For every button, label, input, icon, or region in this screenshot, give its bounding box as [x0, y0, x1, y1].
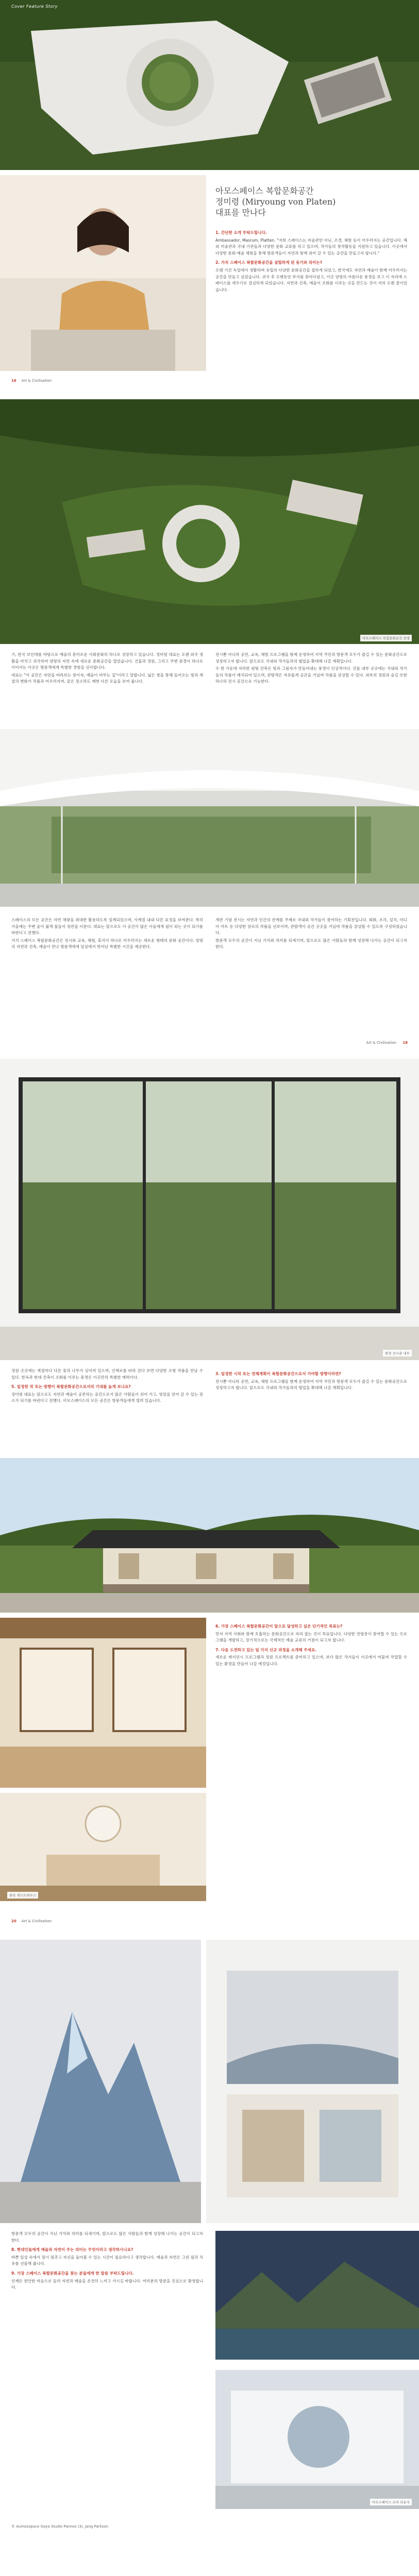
aerial-building-illustration	[0, 0, 419, 170]
body-paragraph-6: 방문객 모두의 공간이 지닌 가치와 의미를 되새기며, 앞으로도 많은 사람들과 함께 성장해 나가는 공간이 되고자 한다.	[215, 938, 407, 950]
portrait-illustration	[0, 175, 206, 371]
title-line-3: 대표를 만나다	[215, 208, 266, 217]
installation-photo	[215, 2370, 419, 2509]
answer-6: 먼저 지역 사회와 함께 호흡하는 문화공간으로 자리 잡는 것이 목표입니다. 다양한 연령층이 참여할 수 있는 프로그램을 개발하고, 장기적으로는 국제적인 예술 교류의 거점이 되고자 합니다.	[215, 1631, 407, 1643]
photo-credit: © Aumosopace Gaya Studio Pannes (3), Jang Parkson	[11, 2524, 109, 2529]
folio-publication-2: Art & Civilisation	[366, 1041, 397, 1045]
interior-photo-circle	[0, 729, 419, 907]
body-paragraph-5: 가치 스페이스 복합문화공간은 전시와 교육, 체험, 휴식이 하나로 어우러지는 새로운 형태의 문화 공간이다. 양평의 자연과 건축, 예술이 만나 방문객에게 일상에서 벗어난 특별한 시간을 제공한다.	[11, 938, 203, 950]
answer-1: Ambassador, Masrum, Platten. "저희 스페이스는 미술관만 아닌, 조경, 체험 등이 어우러지는 공간입니다. 해외 미술관과 국내 기관들과 다양한 문화 교류를 하고 있으며, 작가들의 창작활동을 지원하고 있습니다. 이곳에서 다양한 문화·예술 체험을 통해 방문객들이 자연과 함께 쉬어 갈 수 있는 공간을 만들고자 합니다."	[215, 238, 407, 256]
answer-3: 전시뿐 아니라 공연, 교육, 체험 프로그램을 함께 운영하여 지역 주민과 방문객 모두가 즐길 수 있는 문화공간으로 성장하고자 합니다. 앞으로도 국내외 작가들과의 협업을 확대해 나갈 계획입니다.	[215, 652, 407, 664]
question-2: 2. 가치 스페이스 복합문화공간을 설립하게 된 동기와 의미는?	[215, 260, 323, 265]
installation-illustration	[215, 2370, 419, 2509]
question-7: 7. 다음 도전하고 있는 일 가지 신규 과정을 소개해 주세요.	[215, 1647, 317, 1652]
title-line-1: 아모스페이스 복합문화공간	[215, 186, 314, 196]
body-paragraph-3: 수 한 가운데 자리한 원형 건축은 빛과 그림자가 만들어내는 풍경이 인상적이다. 건물 내부 곳곳에는 국내외 작가들의 작품이 배치되어 있으며, 관람객은 자유롭게 공간을 거닐며 작품을 감상할 수 있다. 외부의 정원과 숲길 또한 하나의 전시 공간으로 기능한다.	[215, 666, 407, 684]
answer-5: 정미령 대표는 앞으로도 자연과 예술이 공존하는 공간으로서 많은 사람들이 쉬어 가고, 영감을 얻어 갈 수 있는 장소가 되기를 바란다고 전했다. 아모스페이스의 모든 공간은 방문객들에게 열려 있습니다.	[11, 1392, 203, 1403]
landscape-artwork-illustration	[206, 1940, 419, 2223]
folio-publication-3: Art & Civilisation	[21, 1919, 52, 1923]
lounge-illustration	[0, 1793, 206, 1901]
title-line-2: 정미령 (Miryoung von Platen)	[215, 197, 336, 207]
question-6: 6. 가장 스페이스 복합문화공간이 앞으로 달성하고 싶은 단기적인 목표는?	[215, 1624, 343, 1629]
caption-2: 원형 전시관 내부	[383, 1350, 412, 1357]
answer-9: 언제든 편안한 마음으로 들러 자연과 예술을 온전히 느끼고 가시길 바랍니다. 여러분의 방문을 진심으로 환영합니다.	[11, 2278, 203, 2290]
folio-publication: Art & Civilisation	[21, 379, 52, 383]
section-header: Cover Feature Story	[11, 4, 58, 9]
body-paragraph-2: 대표는 "이 공간은 자연을 바라보는 창이자, 예술이 머무는 집"이라고 말합니다. 넓은 창을 통해 들어오는 빛과 계절의 변화가 작품과 어우러지며, 같은 장소라도 매번 다른 모습을 보여 줍니다.	[11, 672, 203, 684]
aerial-landscape-illustration	[0, 399, 419, 644]
body-column-left-3	[11, 1368, 203, 1405]
ice-sculpture-illustration	[0, 1940, 201, 2223]
folio-number: 16	[11, 379, 16, 383]
question-5: 5. 일정한 작 또는 방향이 복합문화공간으로서의 기대를 높게 보나요?	[11, 1384, 131, 1389]
question-3: 3. 일정한 시작 또는 전체계획이 복합문화공간으로서 가야할 방향이라면?	[215, 1371, 341, 1376]
body-column-left-1	[11, 652, 203, 686]
mountain-lake-illustration	[215, 2231, 419, 2360]
portrait-photo	[0, 175, 206, 371]
aerial-photo-top	[0, 0, 419, 170]
answer-4: 개관 기념 전시는 자연과 인간의 관계를 주제로 국내외 작가들이 참여하는 기획전입니다. 회화, 조각, 설치, 미디어 아트 등 다양한 장르의 작품을 선보이며, 관람객이 공간 곳곳을 거닐며 작품을 감상할 수 있도록 구성하였습니다.	[215, 918, 407, 936]
caption-4: 아모스페이스 로비 라운지	[370, 2499, 412, 2505]
interview-column-1	[215, 227, 407, 366]
aerial-photo-2	[0, 399, 419, 644]
body-paragraph-4: 스페이스의 모든 공간은 자연 채광을 최대한 활용하도록 설계되었으며, 사계절 내내 다른 표정을 보여준다. 특히 가을에는 주변 숲이 붉게 물들어 장관을 이룬다. 대표는 앞으로도 이 공간이 많은 이들에게 쉼이 되는 곳이 되기를 바란다고 전했다.	[11, 918, 203, 936]
window-view-illustration	[0, 1059, 419, 1360]
interview-column-right-4	[215, 1620, 407, 1669]
caption-3: 한옥 게스트하우스	[7, 1892, 38, 1899]
mountain-photo	[215, 2231, 419, 2360]
answer-3b: 전시뿐 아니라 공연, 교육, 체험 프로그램을 함께 운영하여 지역 주민과 방문객 모두가 즐길 수 있는 문화공간으로 성장하고자 합니다. 앞으로도 국내외 작가들과의 협업을 확대해 나갈 계획입니다.	[215, 1379, 407, 1391]
interview-title	[215, 185, 411, 218]
hanok-photo	[0, 1458, 419, 1613]
body-column-left-5	[11, 2231, 203, 2292]
body-column-right-3	[215, 1368, 407, 1393]
question-8: 8. 현대인들에게 예술과 자연이 주는 의미는 무엇이라고 생각하시나요?	[11, 2247, 133, 2252]
circular-interior-illustration	[0, 729, 419, 907]
body-column-left-2	[11, 917, 203, 952]
body-column-right-2	[215, 917, 407, 952]
folio-2	[366, 1041, 408, 1045]
body-paragraph-7: 정원 곳곳에는 계절마다 다른 꽃과 나무가 심어져 있으며, 산책로를 따라 걷다 보면 다양한 조형 작품을 만날 수 있다. 한옥과 현대 건축이 조화를 이루는 풍경은 이곳만의 특별한 매력이다.	[11, 1368, 203, 1380]
question-9: 9. 가장 스페이스 복합문화공간을 찾는 분들에게 한 말씀 부탁드립니다.	[11, 2270, 134, 2276]
answer-2: 오랜 기간 독일에서 생활하며 유럽의 다양한 문화공간을 접하게 되었고, 한국에도 자연과 예술이 함께 어우러지는 공간을 만들고 싶었습니다. 귀국 후 오랫동안 부지를 찾아다녔고, 이곳 양평의 아름다운 풍경을 보고 이 자리에 스페이스를 세우기로 결심하게 되었습니다. 자연과 건축, 예술이 조화를 이루는 곳을 만드는 것이 저의 오랜 꿈이었습니다.	[215, 267, 407, 292]
hanok-illustration	[0, 1458, 419, 1613]
artwork-photo-left	[0, 1940, 201, 2223]
artwork-photo-right	[206, 1940, 419, 2223]
interior-photo-lounge	[0, 1793, 206, 1901]
body-paragraph-6b: 방문객 모두의 공간이 지닌 가치와 의미를 되새기며, 앞으로도 많은 사람들과 함께 성장해 나가는 공간이 되고자 한다.	[11, 2231, 203, 2243]
folio-number-3: 20	[11, 1919, 16, 1923]
body-column-right-1	[215, 652, 407, 686]
answer-8: 바쁜 일상 속에서 잠시 멈추고 자신을 돌아볼 수 있는 시간이 필요하다고 생각합니다. 예술과 자연은 그런 쉼과 치유를 선물해 줍니다.	[11, 2255, 203, 2266]
answer-7: 새로운 레지던시 프로그램과 정원 프로젝트를 준비하고 있으며, 보다 많은 작가들이 이곳에서 머물며 작업할 수 있는 환경을 만들어 나갈 예정입니다.	[215, 1655, 407, 1666]
wooden-interior-illustration	[0, 1618, 206, 1788]
window-photo	[0, 1059, 419, 1360]
body-paragraph-1: 기, 한국 보인테를 바탕으로 예술의 흥미로운 사회문화의 하나로 성장하고 있습니다. 정미령 대표는 오랜 외국 생활을 마치고 귀국하여 양평의 자연 속에 새로운 문화공간을 열었습니다. 건물과 정원, 그리고 주변 풍경이 하나로 이어지는 이곳은 방문객에게 특별한 경험을 선사합니다.	[11, 652, 203, 670]
folio-number-2: 18	[403, 1041, 408, 1045]
question-1: 1. 간단한 소개 부탁드립니다.	[215, 230, 267, 235]
caption-1: 아모스페이스 복합문화공간 전경	[360, 635, 412, 641]
interior-photo-wood	[0, 1618, 206, 1788]
folio-3	[11, 1919, 52, 1923]
folio-1	[11, 379, 52, 383]
